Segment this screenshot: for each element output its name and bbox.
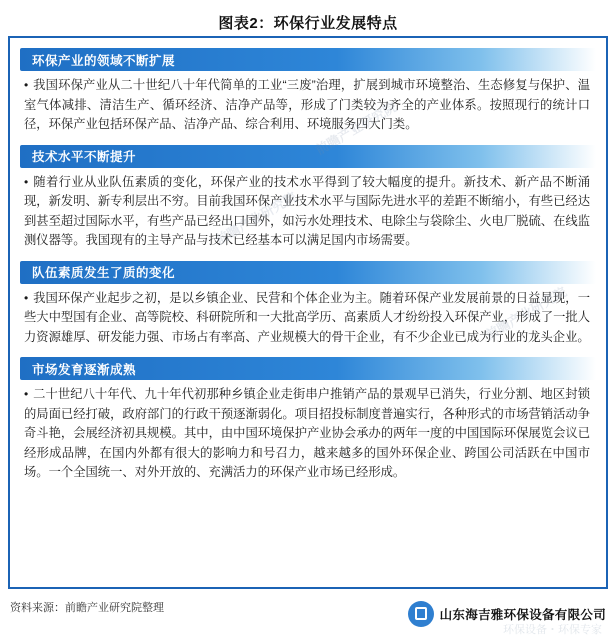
watermark: 前瞻产业研究院 (482, 284, 570, 343)
section-header-bar (20, 261, 596, 284)
section-body (20, 71, 596, 137)
section-block (20, 261, 596, 350)
section-text: 我国环保产业起步之初，是以乡镇企业、民营和个体企业为主。随着环保产业发展前景的日益显现，一些大中型国有企业、高等院校、科研院所和一大批高学历、高素质人才纷纷投入环保产业，形成了一批人力资源雄厚、研发能力强、市场占有率高、产业规模大的骨干企业，有不少企业已成为行业的龙头企业。 (24, 290, 590, 344)
company-logo-icon (408, 601, 434, 627)
section-text: 我国环保产业从二十世纪八十年代简单的工业“三废”治理，扩展到城市环境整治、生态修复与保护、温室气体减排、清洁生产、循环经济、洁净产品等，形成了门类较为齐全的产业体系。按照现行的统计口径，环保产业包括环保产品、洁净产品、综合利用、环境服务四大门类。 (24, 78, 590, 131)
section-block (20, 145, 596, 253)
watermark: 环保设备・环保专家 (503, 624, 602, 636)
brand-row (408, 601, 606, 627)
bullet-icon: • (24, 78, 29, 92)
section-text: 二十世纪八十年代、九十年代初那种乡镇企业走街串户推销产品的景观早已消失，行业分割、地区封锁的局面已经打破，政府部门的行政干预逐渐弱化。项目招投标制度普遍实行，各种形式的市场营销活动争奇斗艳，会展经济初具规模。其中，由中国环境保护产业协会承办的两年一度的中国国际环保展览会议已经形成品牌，在国内外都有很大的影响力和号召力，越来越多的国外环保企业、跨国公司活跃在中国市场。一个全国统一、对外开放的、充满活力的环保产业市场已经形成。 (24, 387, 590, 479)
watermark: 前瞻产业研究院 (212, 189, 300, 248)
watermark: 前瞻产业研究院 (312, 99, 400, 158)
section-block (20, 357, 596, 485)
section-heading: 市场发育逐渐成熟 (32, 362, 137, 377)
section-header-bar (20, 48, 596, 71)
section-header-bar (20, 145, 596, 168)
section-heading: 技术水平不断提升 (32, 150, 137, 164)
section-body (20, 380, 596, 485)
section-text: 随着行业从业队伍素质的变化，环保产业的技术水平得到了较大幅度的提升。新技术、新产品不断涌现，新发明、新专利层出不穷。目前我国环保产业技术水平与国际先进水平的差距不断缩小，有些已经达到甚至超过国际水平，有些产品已经出口国外，如污水处理技术、电除尘与袋除尘、火电厂脱硫、在线监测仪器等。我国现有的主导产品与技术已经基本可以满足国内市场需要。 (24, 174, 590, 247)
section-heading: 环保产业的领域不断扩展 (32, 53, 176, 68)
source-note: 资料来源：前瞻产业研究院整理 (10, 602, 164, 614)
bullet-icon: • (24, 174, 29, 189)
content-inner (10, 38, 606, 587)
section-block (20, 48, 596, 137)
content-frame (8, 36, 608, 589)
brand-name: 山东海吉雅环保设备有限公司 (439, 608, 606, 622)
section-heading: 队伍素质发生了质的变化 (32, 266, 176, 280)
section-body (20, 284, 596, 350)
section-header-bar (20, 357, 596, 380)
bullet-icon: • (24, 387, 29, 401)
page-title: 图表2：环保行业发展特点 (218, 15, 398, 32)
bullet-icon: • (24, 290, 29, 305)
section-body (20, 168, 596, 253)
